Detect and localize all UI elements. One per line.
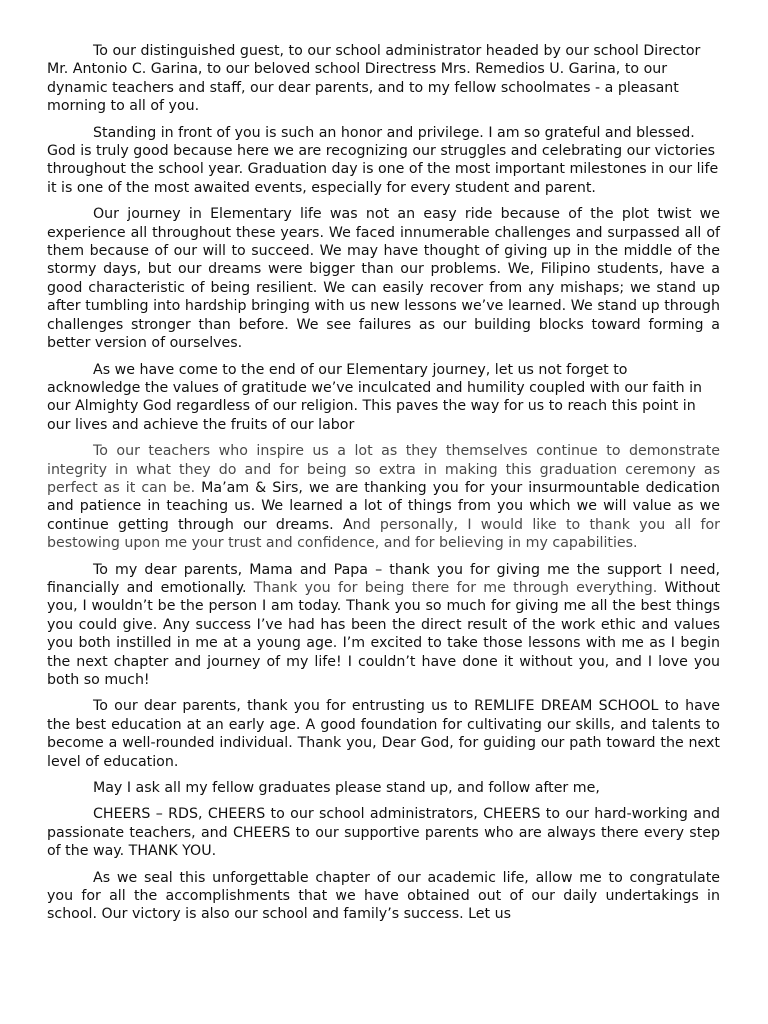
greeting-paragraph: To our distinguished guest, to our school administrator headed by our school Director Mr. Antonio C. Garina, to our beloved school Directress Mrs. Remedios U. Garina, to our dynamic teachers and staff, our dear parents, and to my fellow schoolmates - a pleasant morning to all of you. — [47, 43, 701, 115]
teachers-text-a: To our teachers who inspire us a lot as they themselves continue to demonstrate integrity in what they do and for being so extra in making this graduation ceremony as perfect as it can be. — [47, 443, 720, 496]
closing-paragraph: As we seal this unforgettable chapter of our academic life, allow me to congratulate you for all the accomplishments that we have obtained out of our daily undertakings in school. Our victory is also our school and family’s success. Let us — [47, 869, 720, 923]
school-paragraph: To our dear parents, thank you for entrusting us to REMLIFE DREAM SCHOOL to have the best education at an early age. A good foundation for cultivating our skills, and talents to become a well-rounded individual. Thank you, Dear God, for guiding our path toward the next level of education. — [47, 698, 720, 770]
cheers-paragraph: CHEERS – RDS, CHEERS to our school administrators, CHEERS to our hard-working and passionate teachers, and CHEERS to our supportive parents who are always there every step of the way. THANK YOU. — [47, 806, 720, 860]
document-page — [47, 42, 720, 932]
parents-text-b: Thank you for being there for me through everything. — [246, 579, 658, 596]
stand-up-paragraph: May I ask all my fellow graduates please stand up, and follow after me, — [93, 780, 600, 797]
teachers-paragraph — [47, 442, 720, 552]
honor-paragraph: Standing in front of you is such an honor and privilege. I am so grateful and blessed. God is truly good because here we are recognizing our struggles and celebrating our victories throughout the school year. Graduation day is one of the most important milestones in our life it is one of the most awaited events, especially for every student and parent. — [47, 124, 719, 196]
teachers-text-b: Ma’am & Sirs, we are thanking you for your insurmountable dedication and patience in teaching us. We learned a lot of things from you which we will value as we continue getting through our dreams. A — [47, 479, 720, 533]
gratitude-paragraph: As we have come to the end of our Elementary journey, let us not forget to acknowledge the values of gratitude we’ve inculcated and humility coupled with our faith in our Almighty God regardless of our religion. This paves the way for us to reach this point in our lives and achieve the fruits of our labor — [47, 361, 703, 433]
journey-paragraph: Our journey in Elementary life was not an easy ride because of the plot twist we experience all throughout these years. We faced innumerable challenges and surpassed all of them because of our will to succeed. We may have thought of giving up in the middle of the stormy days, but our dreams were bigger than our problems. We, Filipino students, have a good characteristic of being resilient. We can easily recover from any mishaps; we stand up after tumbling into hardship bringing with us new lessons we’ve learned. We stand up through challenges stronger than before. We see failures as our building blocks toward forming a better version of ourselves. — [47, 206, 720, 352]
teachers-text-c: nd personally, I would like to thank you all for bestowing upon me your trust and confidence, and for believing in my capabilities. — [47, 516, 720, 552]
parents-paragraph — [47, 561, 720, 690]
parents-text-a: To my dear parents, Mama and Papa – thank you for giving me the support I need, financially and emotionally. — [47, 561, 720, 596]
parents-text-c: Without you, I wouldn’t be the person I am today. Thank you so much for giving me all the best things you could give. Any success I’ve had has been the direct result of the work ethic and values you both instilled in me at a young age. I’m excited to take those lessons with me as I begin the next chapter and journey of my life! I couldn’t have done it without you, and I love you both so much! — [47, 579, 720, 688]
